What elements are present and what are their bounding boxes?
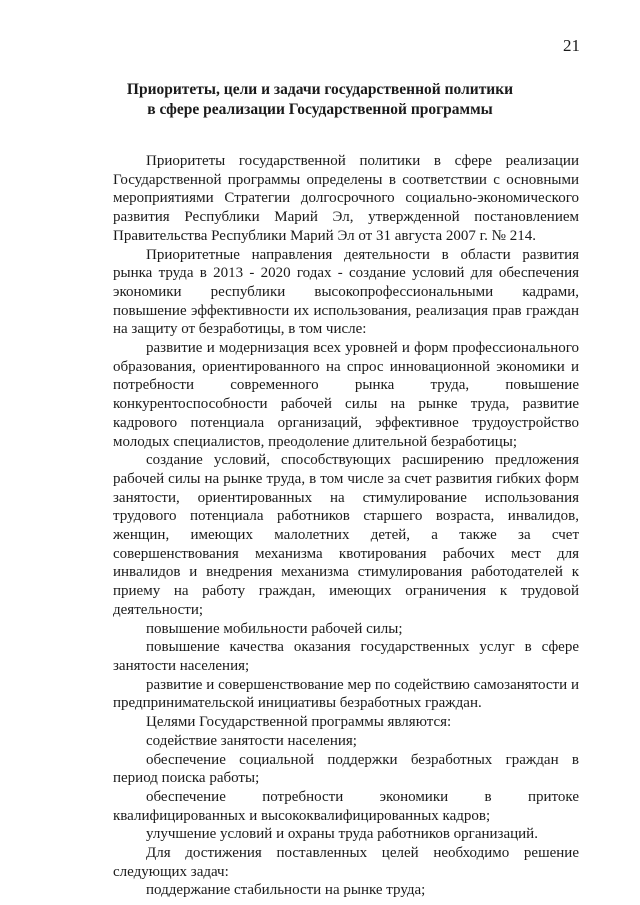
paragraph: обеспечение социальной поддержки безработных граждан в период поиска работы; [113, 751, 579, 787]
paragraph: развитие и совершенствование мер по содействию самозанятости и предпринимательской инициативы безработных граждан. [113, 676, 579, 712]
paragraph: создание условий, способствующих расширению предложения рабочей силы на рынке труда, в том числе за счет развития гибких форм занятости, ориентированных на стимулирование использования трудового потенциала работников старшего возраста, инвалидов, женщин, имеющих малолетних детей, а также за счет совершенствования механизма квотирования рабочих мест для инвалидов и внедрения механизма стимулирования работодателей к приему на работу граждан, имеющих ограничения к трудовой деятельности; [113, 452, 579, 618]
paragraph: Приоритетные направления деятельности в области развития рынка труда в 2013 - 2020 годах - создание условий для обеспечения экономики республики высокопрофессиональными кадрами, повышение эффективности их использования, реализация прав граждан на защиту от безработицы, в том числе: [113, 246, 579, 338]
paragraph: Приоритеты государственной политики в сфере реализации Государственной программы определены в соответствии с основными мероприятиями Стратегии долгосрочного социально-экономического развития Республики Марий Эл, утвержденной постановлением Правительства Республики Марий Эл от 31 августа 2007 г. № 214. [113, 153, 579, 244]
title-line-1: Приоритеты, цели и задачи государственной политики [126, 81, 514, 98]
paragraph: улучшение условий и охраны труда работников организаций. [146, 826, 538, 843]
page-title [0, 80, 640, 120]
body-text [113, 152, 579, 900]
paragraph: Целями Государственной программы являются: [146, 714, 452, 731]
paragraph: повышение качества оказания государственных услуг в сфере занятости населения; [113, 639, 579, 674]
paragraph: содействие занятости населения; [146, 732, 357, 749]
title-line-2: в сфере реализации Государственной программы [147, 101, 493, 118]
paragraph: обеспечение потребности экономики в притоке квалифицированных и высококвалифицированных кадров; [113, 788, 579, 824]
paragraph: повышение мобильности рабочей силы; [146, 620, 403, 637]
paragraph: развитие и модернизация всех уровней и форм профессионального образования, ориентированного на спрос инновационной экономики и потребности современного рынка труда, повышение конкурентоспособности рабочей силы на рынке труда, развитие кадрового потенциала организаций, эффективное трудоустройство молодых специалистов, преодоление длительной безработицы; [113, 340, 579, 450]
page-number: 21 [563, 36, 580, 55]
paragraph: поддержание стабильности на рынке труда; [146, 882, 426, 899]
paragraph: Для достижения поставленных целей необходимо решение следующих задач: [113, 845, 579, 880]
